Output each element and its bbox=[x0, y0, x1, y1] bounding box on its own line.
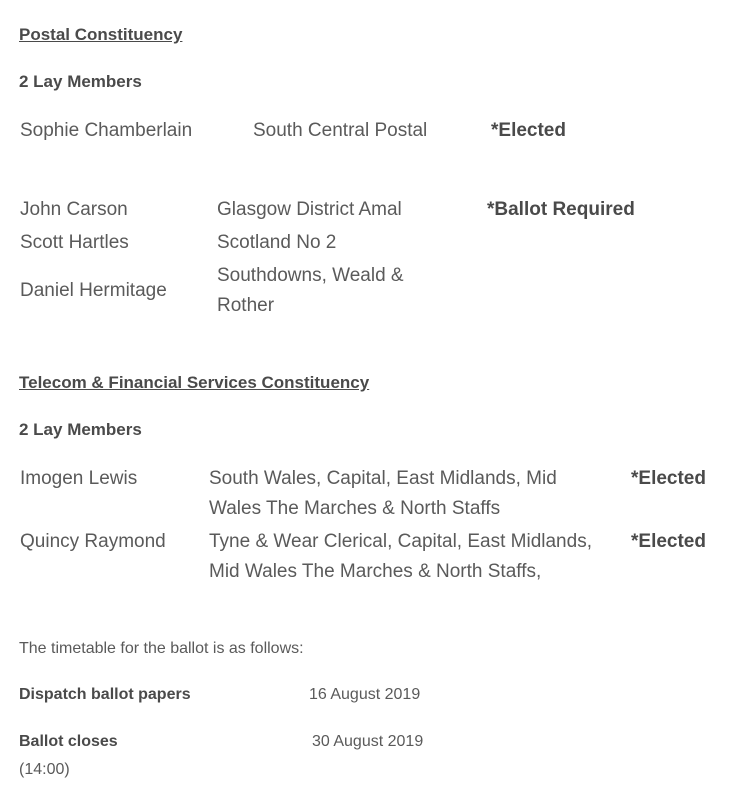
candidate-name: Daniel Hermitage bbox=[20, 280, 167, 301]
ballot-closes-date: 30 August 2019 bbox=[312, 733, 424, 750]
dispatch-label: Dispatch ballot papers bbox=[19, 686, 191, 703]
telecom-member-branch: Tyne & Wear Clerical, Capital, East Midlands, bbox=[209, 531, 592, 552]
telecom-member-name: Quincy Raymond bbox=[20, 531, 166, 552]
postal-elected-name: Sophie Chamberlain bbox=[20, 120, 193, 141]
candidate-branch: Southdowns, Weald & bbox=[217, 265, 404, 286]
ballot-closes-time: (14:00) bbox=[19, 761, 70, 778]
postal-elected-status: *Elected bbox=[491, 120, 566, 141]
postal-section-title: Postal Constituency bbox=[19, 25, 183, 44]
telecom-subhead: 2 Lay Members bbox=[19, 420, 142, 439]
candidate-branch-cont: Rother bbox=[217, 295, 275, 316]
ballot-closes-label: Ballot closes bbox=[19, 733, 118, 750]
telecom-member-branch: South Wales, Capital, East Midlands, Mid bbox=[209, 468, 557, 489]
postal-elected-branch: South Central Postal bbox=[253, 120, 428, 141]
candidate-branch: Scotland No 2 bbox=[217, 232, 337, 253]
telecom-member-branch-cont: Mid Wales The Marches & North Staffs, bbox=[209, 561, 542, 582]
dispatch-date: 16 August 2019 bbox=[309, 686, 421, 703]
candidate-name: John Carson bbox=[20, 199, 128, 220]
timetable-intro: The timetable for the ballot is as follows: bbox=[19, 640, 304, 657]
ballot-required-status: *Ballot Required bbox=[487, 199, 635, 220]
postal-subhead: 2 Lay Members bbox=[19, 72, 142, 91]
telecom-member-branch-cont: Wales The Marches & North Staffs bbox=[209, 498, 501, 519]
telecom-section-title: Telecom & Financial Services Constituency bbox=[19, 373, 370, 392]
telecom-member-status: *Elected bbox=[631, 531, 706, 552]
telecom-member-name: Imogen Lewis bbox=[20, 468, 138, 489]
candidate-branch: Glasgow District Amal bbox=[217, 199, 402, 220]
candidate-name: Scott Hartles bbox=[20, 232, 129, 253]
telecom-member-status: *Elected bbox=[631, 468, 706, 489]
